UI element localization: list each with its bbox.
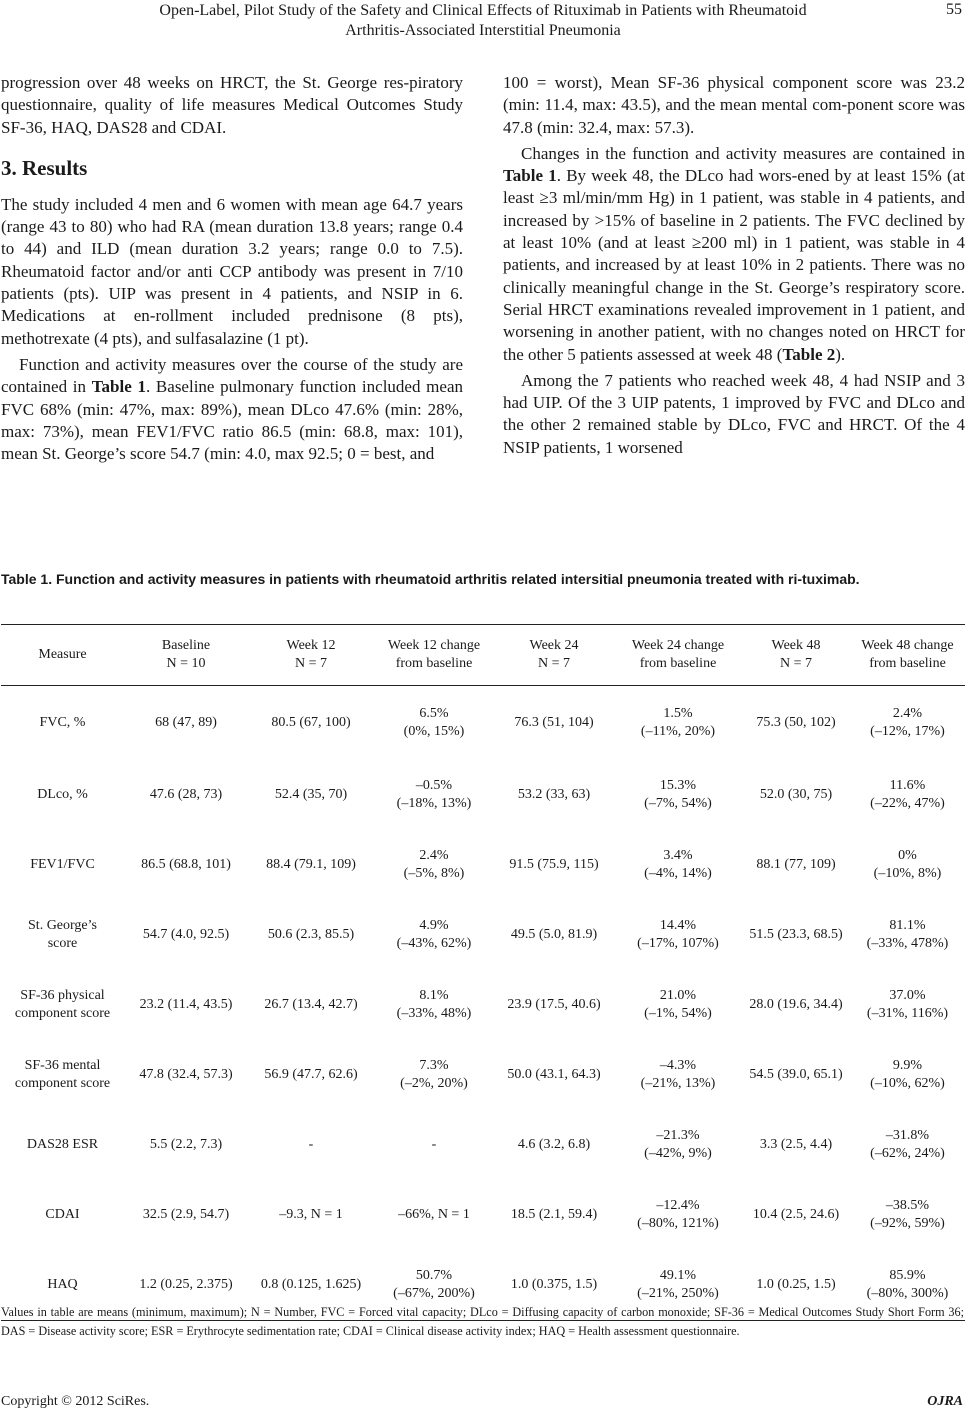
cell-range: (–80%, 121%): [637, 1216, 719, 1231]
cell-value: CDAI: [45, 1207, 80, 1222]
table-cell-w48: 10.4 (2.5, 24.6): [752, 1207, 840, 1222]
column-header-line1: Baseline: [161, 638, 211, 653]
cell-range: score: [47, 936, 78, 951]
text-run: . Baseline pulmonary function included mean FVC 68% (min: 47%, max: 89%), mean DLco 47.6% (min: 28%, max: 73%), mean FEV1/FVC ratio 86.5 (min: 68.8, max: 101), mean St. George’s score 54.7 (min: 4.0, max 92.5; 0 = best, and: [1, 377, 463, 464]
cell-range: (–2%, 20%): [400, 1076, 468, 1091]
left-column: [1, 72, 463, 465]
cell-value: 7.3%: [419, 1058, 449, 1073]
table-cell-w24c: [614, 1110, 742, 1180]
cell-value: St. George’s: [28, 918, 97, 933]
table-cell-w12: -: [308, 1137, 314, 1152]
text-run: ).: [835, 344, 846, 364]
cell-value: –66%, N = 1: [398, 1207, 470, 1222]
table-cell-w24: 23.9 (17.5, 40.6): [507, 997, 601, 1012]
running-header-line1: Open-Label, Pilot Study of the Safety and Clinical Effects of Rituximab in Patients with Rheumatoid: [159, 2, 807, 19]
table-cell-measure: [1, 1040, 124, 1110]
cell-range: (–10%, 62%): [870, 1076, 945, 1091]
table-cell-w48c: [850, 1040, 965, 1110]
table-row: [1, 760, 965, 830]
cell-range: (–92%, 59%): [870, 1216, 945, 1231]
table-row: [1, 1110, 965, 1180]
table-cell-w48c: [850, 830, 965, 900]
cell-value: –21.3%: [656, 1128, 700, 1143]
table-cell-measure: [1, 1110, 124, 1180]
column-header-line2: N = 7: [779, 656, 812, 671]
right-column: [503, 72, 965, 459]
cell-value: –4.3%: [659, 1058, 697, 1073]
column-header: [1, 625, 124, 686]
table-row: [1, 1040, 965, 1110]
table-cell-w48c: [850, 900, 965, 970]
cell-range: (–4%, 14%): [644, 866, 712, 881]
table-cell-w48c: [850, 1110, 965, 1180]
cell-range: (–33%, 48%): [396, 1006, 472, 1021]
cell-value: DAS28 ESR: [26, 1137, 99, 1152]
table-cell-measure: [1, 830, 124, 900]
cell-value: SF-36 mental: [24, 1058, 101, 1073]
column-header-line1: Measure: [38, 647, 87, 662]
column-header: [742, 625, 850, 686]
table-reference: Table 1: [503, 166, 557, 186]
table-cell-w12: 50.6 (2.3, 85.5): [267, 927, 355, 942]
column-header-line2: N = 10: [166, 656, 206, 671]
table-cell-w48: 75.3 (50, 102): [756, 715, 836, 730]
cell-range: (–18%, 13%): [396, 796, 472, 811]
table-cell-baseline: 86.5 (68.8, 101): [141, 857, 231, 872]
cell-value: –12.4%: [656, 1198, 700, 1213]
cell-range: (–17%, 107%): [637, 936, 719, 951]
cell-range: (–21%, 13%): [640, 1076, 716, 1091]
paragraph: progression over 48 weeks on HRCT, the St. George res-piratory questionnaire, quality of life measures Medical Outcomes Study SF-36, HAQ, DAS28 and CDAI.: [1, 73, 463, 137]
table-cell-w12c: [374, 830, 494, 900]
cell-range: (–80%, 300%): [866, 1286, 949, 1301]
table-cell-w12: 0.8 (0.125, 1.625): [260, 1277, 362, 1292]
table-cell-w24c: [614, 1180, 742, 1250]
copyright: Copyright © 2012 SciRes.: [1, 1394, 150, 1409]
text-run: Changes in the function and activity measures are contained in: [521, 143, 965, 163]
cell-range: component score: [14, 1006, 111, 1021]
text-run: . By week 48, the DLco had wors-ened by at least 15% (at least ≥3 ml/min/mm Hg) in 1 patient, was stable in 4 patients, and increased by >15% of baseline in 2 patients. The FVC declined by at least 10% (and at least ≥200 ml) in 1 patient, was stable in 4 patients, and increased by at least 10% in 2 patients. There was no clinically meaningful change in the St. George’s respiratory score. Serial HRCT examinations revealed improvement in 1 patient, and worsening in another patient, with no changes noted on HRCT for the other 5 patients assessed at week 48 (: [503, 166, 965, 364]
cell-value: 21.0%: [659, 988, 697, 1003]
table-cell-w48: 51.5 (23.3, 68.5): [749, 927, 843, 942]
table-cell-baseline: 32.5 (2.9, 54.7): [142, 1207, 230, 1222]
table-cell-measure: [1, 686, 124, 761]
cell-value: 0%: [898, 848, 917, 863]
table-cell-measure: [1, 1180, 124, 1250]
table-cell-w12c: [374, 1110, 494, 1180]
table-cell-baseline: 47.8 (32.4, 57.3): [139, 1067, 233, 1082]
table-cell-w24: 50.0 (43.1, 64.3): [507, 1067, 601, 1082]
table-cell-w12c: [374, 760, 494, 830]
cell-range: (–33%, 478%): [866, 936, 949, 951]
table-cell-w24: 18.5 (2.1, 59.4): [510, 1207, 598, 1222]
table-row: [1, 686, 965, 761]
cell-range: (–62%, 24%): [870, 1146, 945, 1161]
cell-value: 85.9%: [889, 1268, 926, 1283]
table-reference: Table 1: [91, 377, 146, 397]
column-header-line2: N = 7: [294, 656, 327, 671]
paragraph: Among the 7 patients who reached week 48, 4 had NSIP and 3 had UIP. Of the 3 UIP patents, 1 improved by FVC and DLco and the other 2 remained stable by DLco, FVC and HRCT. Of the 4 NSIP patients, 1 worsened: [503, 370, 965, 457]
table-cell-w24: 53.2 (33, 63): [517, 787, 591, 802]
table-row: [1, 1180, 965, 1250]
cell-value: 2.4%: [419, 848, 449, 863]
cell-range: (0%, 15%): [403, 724, 465, 739]
cell-value: –31.8%: [885, 1128, 930, 1143]
cell-value: 50.7%: [415, 1268, 453, 1283]
cell-value: 15.3%: [659, 778, 697, 793]
cell-value: 4.9%: [419, 918, 449, 933]
page-footer: [1, 1394, 963, 1410]
table-caption: Table 1. Function and activity measures in patients with rheumatoid arthritis related intersitial pneumonia treated with ri-tuximab.: [1, 571, 860, 587]
column-header-line1: Week 24: [529, 638, 579, 653]
cell-range: (–42%, 9%): [644, 1146, 712, 1161]
table-cell-w12: –9.3, N = 1: [279, 1207, 343, 1222]
table-cell-baseline: 1.2 (0.25, 2.375): [139, 1277, 233, 1292]
table-cell-w24: 4.6 (3.2, 6.8): [517, 1137, 591, 1152]
cell-value: 6.5%: [419, 706, 449, 721]
table-cell-w48c: [850, 1180, 965, 1250]
column-header: [124, 625, 248, 686]
column-header-line1: Week 48 change: [861, 638, 954, 653]
table-cell-w48: 28.0 (19.6, 34.4): [749, 997, 843, 1012]
table-cell-w48c: [850, 760, 965, 830]
cell-range: (–22%, 47%): [870, 796, 945, 811]
table-cell-w24: 1.0 (0.375, 1.5): [510, 1277, 598, 1292]
table-cell-w12: 88.4 (79.1, 109): [266, 857, 356, 872]
cell-value: –0.5%: [415, 778, 453, 793]
cell-value: 49.1%: [659, 1268, 697, 1283]
column-header-line2: N = 7: [537, 656, 570, 671]
running-header-line2: Arthritis-Associated Interstitial Pneumonia: [345, 22, 621, 39]
column-header-line2: from baseline: [639, 656, 717, 671]
table-reference: Table 2: [782, 344, 836, 364]
cell-value: 2.4%: [892, 706, 923, 721]
table-cell-w12c: [374, 900, 494, 970]
cell-value: FEV1/FVC: [30, 857, 95, 872]
cell-range: (–67%, 200%): [393, 1286, 475, 1301]
table-cell-w12: 80.5 (67, 100): [271, 715, 351, 730]
table-cell-w24c: [614, 686, 742, 761]
table-cell-baseline: 47.6 (28, 73): [149, 787, 223, 802]
table-cell-baseline: 23.2 (11.4, 43.5): [139, 997, 233, 1012]
page-number: 55: [946, 1, 962, 18]
cell-range: (–5%, 8%): [403, 866, 465, 881]
column-header-line1: Week 24 change: [631, 638, 725, 653]
table-cell-w24c: [614, 760, 742, 830]
cell-range: (–11%, 20%): [640, 724, 716, 739]
table-row: [1, 830, 965, 900]
table-cell-w12: 52.4 (35, 70): [274, 787, 348, 802]
cell-value: 37.0%: [889, 988, 926, 1003]
table-cell-measure: [1, 970, 124, 1040]
column-header-line2: from baseline: [395, 656, 473, 671]
cell-value: –38.5%: [885, 1198, 930, 1213]
paragraph: [503, 143, 965, 366]
table-cell-w24c: [614, 830, 742, 900]
column-header-line1: Week 48: [771, 638, 821, 653]
table-cell-w48: 3.3 (2.5, 4.4): [759, 1137, 833, 1152]
table-cell-measure: [1, 760, 124, 830]
cell-range: (–10%, 8%): [873, 866, 942, 881]
text-run: Function and activity measures over the course of the study are contained in: [1, 354, 463, 397]
table-cell-w24: 76.3 (51, 104): [514, 715, 594, 730]
cell-range: (–31%, 116%): [866, 1006, 949, 1021]
column-header-line2: from baseline: [869, 656, 946, 671]
paragraph: 100 = worst), Mean SF-36 physical component score was 23.2 (min: 11.4, max: 43.5), and the mean mental com-ponent score was 47.8 (min: 32.4, max: 57.3).: [503, 73, 965, 137]
section-heading: 3. Results: [1, 155, 88, 180]
table-cell-w48c: [850, 970, 965, 1040]
results-table: [1, 624, 965, 1321]
cell-value: -: [431, 1137, 437, 1152]
table-cell-w12c: [374, 970, 494, 1040]
cell-range: (–12%, 17%): [870, 724, 945, 739]
table-cell-w48: 88.1 (77, 109): [756, 857, 836, 872]
table-cell-w12c: [374, 1180, 494, 1250]
cell-range: (–43%, 62%): [396, 936, 472, 951]
cell-range: (–1%, 54%): [644, 1006, 712, 1021]
table-cell-w24c: [614, 1040, 742, 1110]
cell-range: (–21%, 250%): [637, 1286, 719, 1301]
table-cell-w48c: [850, 686, 965, 761]
table-cell-w12: 26.7 (13.4, 42.7): [264, 997, 358, 1012]
column-header: [850, 625, 965, 686]
table-cell-baseline: 5.5 (2.2, 7.3): [149, 1137, 223, 1152]
paragraph: The study included 4 men and 6 women with mean age 64.7 years (range 43 to 80) who had RA (mean duration 13.8 years; range 0.4 to 44) and ILD (mean duration 3.2 years; range 0.0 to 7.5). Rheumatoid factor and/or anti CCP antibody was present in 7/10 patients (pts). UIP was present in 4 patients, and NSIP in 6. Medications at en-rollment included prednisone (8 pts), methotrexate (4 pts), and sulfasalazine (1 pt).: [1, 194, 463, 348]
table-cell-w48: 54.5 (39.0, 65.1): [749, 1067, 843, 1082]
cell-value: FVC, %: [39, 715, 86, 730]
cell-value: DLco, %: [37, 787, 88, 802]
table-cell-w12: 56.9 (47.7, 62.6): [264, 1067, 358, 1082]
table-footnote: Values in table are means (minimum, maximum); N = Number, FVC = Forced vital capacity; DLco = Diffusing capacity of carbon monoxide; SF-36 = Medical Outcomes Study Short Form 36; DAS = Disease activity score; ESR = Erythrocyte sedimentation rate; CDAI = Clinical disease activity index; HAQ = Health assessment questionnaire.: [1, 1305, 964, 1338]
column-header: [614, 625, 742, 686]
cell-range: (–7%, 54%): [644, 796, 712, 811]
journal-abbrev: OJRA: [927, 1394, 963, 1409]
cell-value: 11.6%: [889, 778, 926, 793]
cell-value: 1.5%: [663, 706, 693, 721]
table-row: [1, 970, 965, 1040]
column-header-line1: Week 12: [286, 638, 336, 653]
table-cell-w24: 49.5 (5.0, 81.9): [510, 927, 598, 942]
cell-value: 3.4%: [663, 848, 693, 863]
table-header-row: [1, 625, 965, 686]
table-cell-w48: 1.0 (0.25, 1.5): [756, 1277, 836, 1292]
table-cell-w12c: [374, 686, 494, 761]
table-cell-baseline: 54.7 (4.0, 92.5): [142, 927, 230, 942]
column-header: [248, 625, 374, 686]
table-cell-w24: 91.5 (75.9, 115): [509, 857, 599, 872]
paragraph: [1, 354, 463, 465]
column-header: [374, 625, 494, 686]
table-cell-w12c: [374, 1040, 494, 1110]
cell-range: component score: [14, 1076, 111, 1091]
table-cell-w48: 52.0 (30, 75): [759, 787, 833, 802]
cell-value: 14.4%: [659, 918, 697, 933]
cell-value: 8.1%: [419, 988, 449, 1003]
table-cell-w24c: [614, 900, 742, 970]
cell-value: HAQ: [47, 1277, 78, 1292]
table-row: [1, 900, 965, 970]
cell-value: 9.9%: [892, 1058, 923, 1073]
column-header-line1: Week 12 change: [387, 638, 481, 653]
table-cell-w24c: [614, 970, 742, 1040]
running-header: [0, 0, 966, 41]
cell-value: 81.1%: [889, 918, 926, 933]
cell-value: SF-36 physical: [20, 988, 105, 1003]
table-cell-measure: [1, 900, 124, 970]
column-header: [494, 625, 614, 686]
table-cell-baseline: 68 (47, 89): [155, 715, 217, 730]
